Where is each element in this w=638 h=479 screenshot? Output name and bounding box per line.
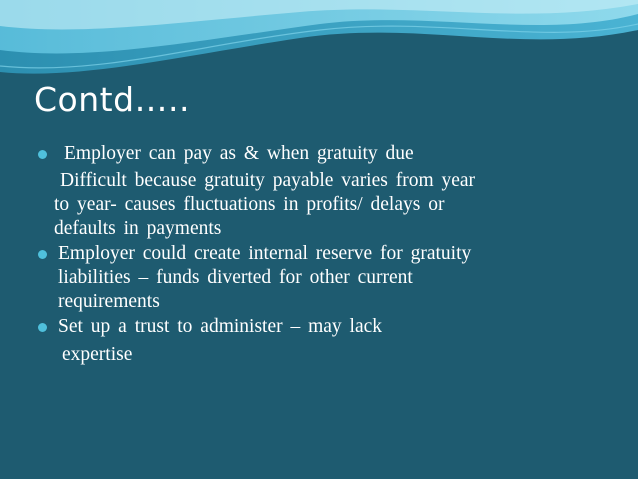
- bullet-continuation: to year- causes fluctuations in profits/ delays or: [54, 194, 445, 215]
- wave-decoration: [0, 0, 638, 80]
- bullet-text: Set up a trust to administer – may lack: [58, 316, 383, 337]
- bullet-icon: [38, 323, 47, 332]
- slide-title: Contd…..: [34, 80, 191, 119]
- bullet-continuation: Difficult because gratuity payable varies from year: [60, 170, 476, 191]
- bullet-icon: [38, 150, 47, 159]
- bullet-continuation: liabilities – funds diverted for other current: [58, 267, 413, 288]
- bullet-continuation: expertise: [62, 344, 133, 365]
- bullet-item: [38, 142, 608, 166]
- bullet-item: [38, 242, 608, 266]
- bullet-text: Employer could create internal reserve for gratuity: [58, 243, 472, 264]
- bullet-continuation: defaults in payments: [54, 218, 222, 239]
- bullet-icon: [38, 250, 47, 259]
- bullet-text: Employer can pay as & when gratuity due: [64, 143, 414, 164]
- bullet-continuation: requirements: [58, 291, 160, 312]
- bullet-item: [38, 315, 608, 339]
- slide-body: [38, 142, 608, 367]
